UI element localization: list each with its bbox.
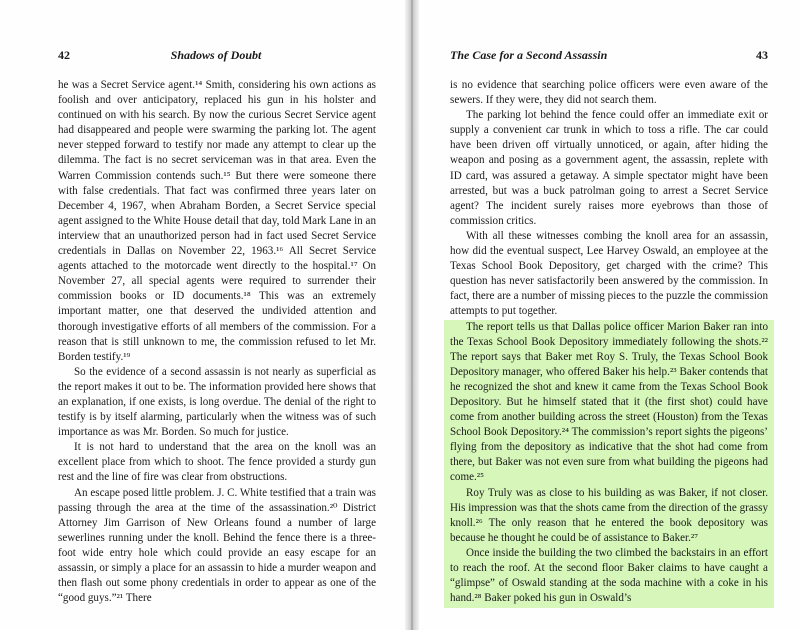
- highlighted-paragraph: Roy Truly was as close to his building as was Baker, if not closer. His impression was that the shots came from the direction of the grassy knoll.²⁶ The only reason that he entered the book depository was because he thought he could be of assistance to Baker.²⁷: [450, 486, 768, 544]
- left-page: [58, 48, 376, 606]
- right-page-header: [450, 48, 768, 68]
- right-paragraph: The parking lot behind the fence could offer an immediate exit or supply a convenient car trunk in which to toss a rifle. The car could have been driven off virtually unnoticed, or again, after hiding the weapon and posing as a government agent, the assassin, replete with ID card, was assured a getaway. A simple spectator might have been arrested, but was a buck patrolman going to arrest a Secret Service agent? The incident surely raises more eyebrows than those of commission critics.: [450, 109, 768, 227]
- left-paragraph: It is not hard to understand that the area on the knoll was an excellent place from which to shoot. The fence provided a sturdy gun rest and the line of fire was clear from obstructions.: [58, 441, 376, 484]
- left-paragraph: An escape posed little problem. J. C. White testified that a train was passing through the area at the time of the assassination.²⁰ District Attorney Jim Garrison of New Orleans found a number of large sewerlines running under the knoll. Behind the fence there is a three-foot wide entry hole which could provide an easy escape for an assassin, or simply a place for an assassin to hide a murder weapon and then flash out some phony credentials in order to appear as one of the “good guys.”²¹ There: [58, 486, 376, 605]
- left-page-body: [58, 78, 376, 606]
- right-page-body: [450, 78, 768, 608]
- highlighted-paragraph: The report tells us that Dallas police officer Marion Baker ran into the Texas School Book Depository immediately following the shots.²² The report says that Baker met Roy S. Truly, the Texas School Book Depository manager, who offered Baker his help.²³ Baker contends that he recognized the shot and knew it came from the Texas School Book Depository. But he himself stated that it (the first shot) could have come from another building across the street (Houston) from the Texas School Book Depository.²⁴ The commission’s report sights the pigeons’ flying from the depository as indicative that the shot had come from there, but Baker was not even sure from what building the pigeons had come.²⁵: [450, 320, 768, 484]
- left-page-number: 42: [58, 48, 70, 62]
- right-page: [450, 48, 768, 608]
- right-page-number: 43: [756, 48, 768, 62]
- book-gutter: [405, 0, 419, 630]
- right-paragraph: is no evidence that searching police officers were even aware of the sewers. If they were, they did not search them.: [450, 79, 768, 107]
- right-paragraph: With all these witnesses combing the knoll area for an assassin, how did the eventual suspect, Lee Harvey Oswald, an employee at the Texas School Book Depository, get charged with the crime? This question has never satisfactorily been answered by the commission. In fact, there are a number of missing pieces to the puzzle the commission attempts to put together.: [450, 229, 768, 318]
- highlighted-paragraph: Once inside the building the two climbed the backstairs in an effort to reach the roof. At the second floor Baker claims to have caught a “glimpse” of Oswald standing at the soda machine with a coke in his hand.²⁸ Baker poked his gun in Oswald’s: [450, 546, 768, 605]
- left-running-head: Shadows of Doubt: [170, 48, 262, 62]
- left-page-header: [58, 48, 376, 68]
- text-highlight: [444, 320, 774, 609]
- left-paragraph: So the evidence of a second assassin is not nearly as superficial as the report makes it out to be. The information provided here shows that an explanation, if one exists, is long overdue. The denial of the right to testify is by itself alarming, particularly when the witness was of such importance as was Mr. Borden. So much for justice.: [58, 365, 376, 439]
- right-running-head: The Case for a Second Assassin: [450, 48, 608, 62]
- left-paragraph: he was a Secret Service agent.¹⁴ Smith, considering his own actions as foolish and over anticipatory, replaced his gun in his holster and continued on with his search. By now the curious Secret Service agent had disappeared and people were swarming the parking lot. The agent never stepped forward to testify nor made any attempt to clear up the dilemma. The fact is no secret serviceman was in that area. Even the Warren Commission contends such.¹⁵ But there were someone there with false credentials. That fact was confirmed three years later on December 4, 1967, when Abraham Borden, a Secret Service special agent assigned to the White House detail that day, told Mark Lane in an interview that an unauthorized person had in fact used Secret Service credentials in Dallas on November 22, 1963.¹⁶ All Secret Service agents attached to the motorcade went directly to the hospital.¹⁷ On November 27, all special agents were required to surrender their commission books or ID documents.¹⁸ This was an extremely important matter, one that deserved the undivided attention and thorough investigative efforts of all members of the commission. For a reason that is still unknown to me, the commission refused to let Mr. Borden testify.¹⁹: [58, 79, 376, 363]
